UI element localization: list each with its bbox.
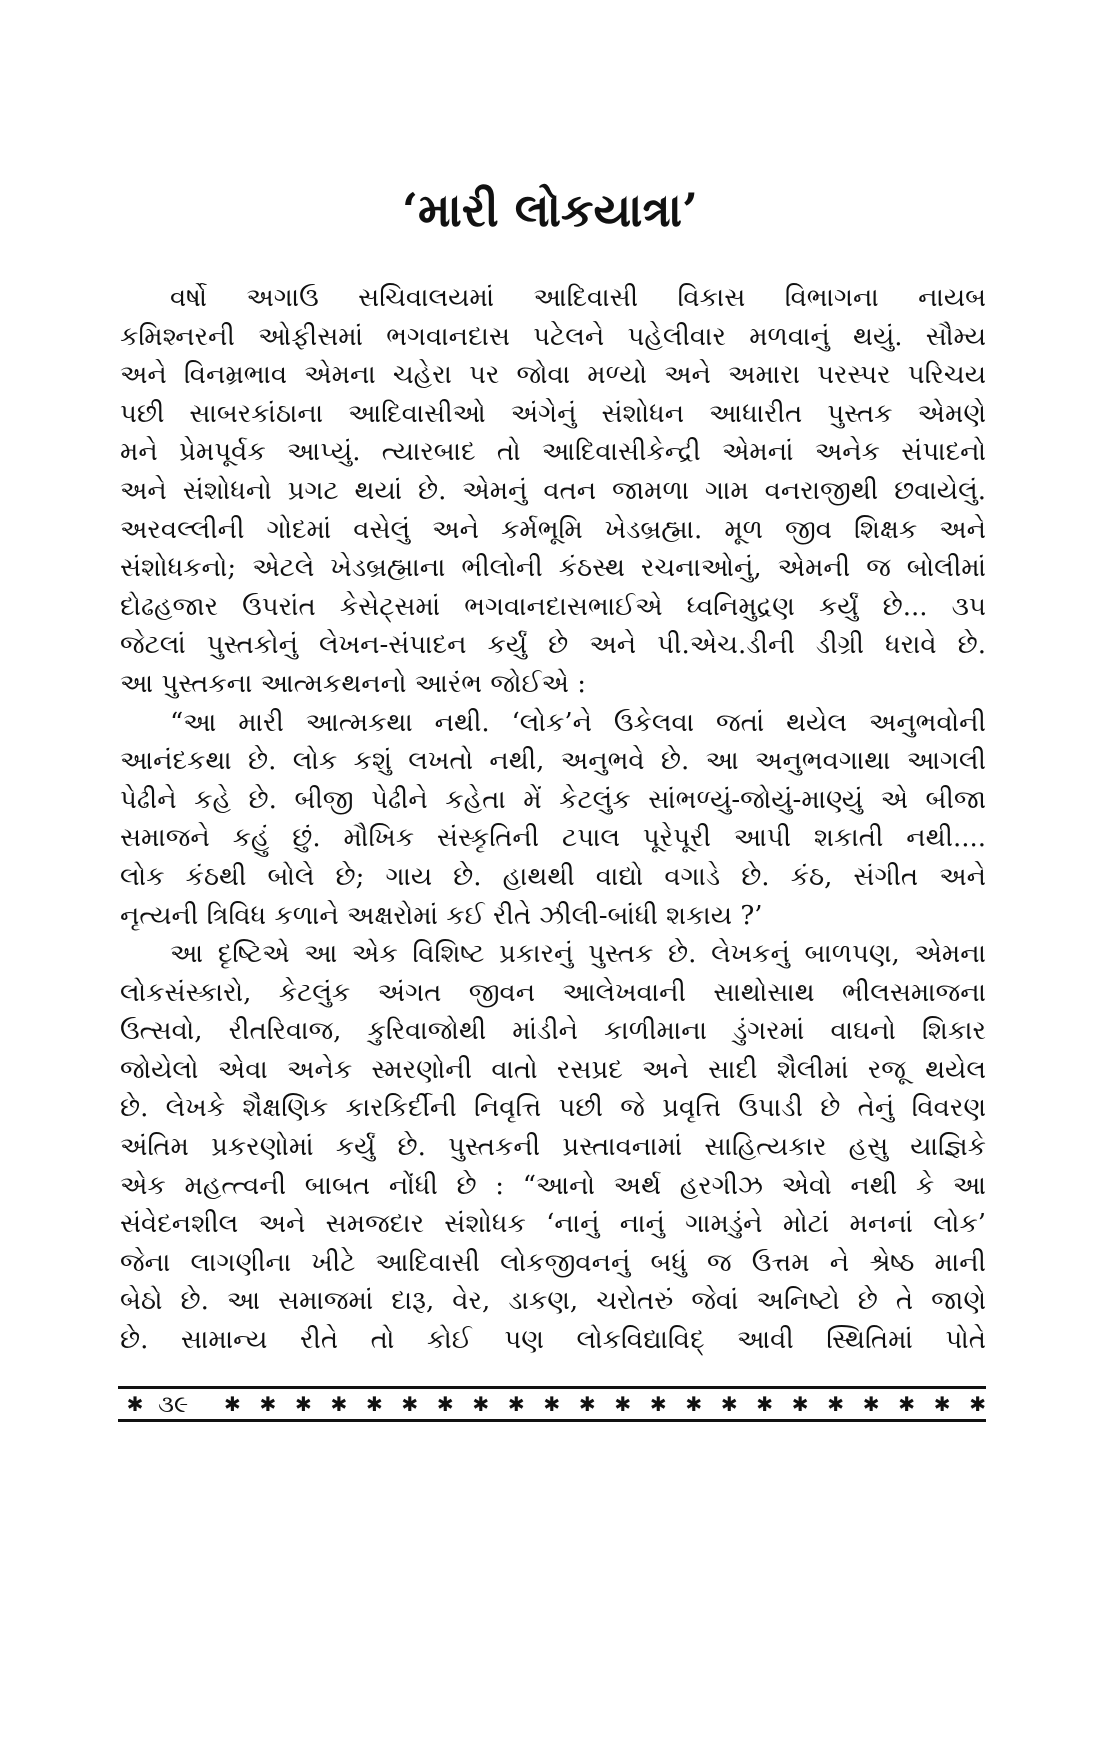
body-text [120,279,986,1360]
body-line: “આ મારી આત્મકથા નથી. ‘લોક’ને ઉકેલવા જતાં થયેલ અનુભવોની [170,707,986,738]
body-line: એક મહત્ત્વની બાબત નોંધી છે : “આનો અર્થ હરગીઝ એવો નથી કે આ [120,1170,986,1201]
body-line: પછી સાબરકાંઠાના આદિવાસીઓ અંગેનું સંશોધન આધારીત પુસ્તક એમણે [120,398,986,429]
body-line: સમાજને કહું છું. મૌખિક સંસ્કૃતિની ટપાલ પૂરેપૂરી આપી શકાતી નથી.... [120,823,986,854]
body-line: ઉત્સવો, રીતરિવાજ, કુરિવાજોથી માંડીને કાળીમાના ડુંગરમાં વાઘનો શિકાર [120,1016,986,1047]
body-line: આનંદકથા છે. લોક કશું લખતો નથી, અનુભવે છે. આ અનુભવગાથા આગલી [120,746,986,777]
body-line: અને સંશોધનો પ્રગટ થયાં છે. એમનું વતન જામળા ગામ વનરાજીથી છવાયેલું. [120,475,986,506]
body-line: સંવેદનશીલ અને સમજદાર સંશોધક ‘નાનું નાનું ગામડુંને મોટાં મનનાં લોક’ [120,1209,986,1240]
body-line: આ પુસ્તકના આત્મકથનનો આરંભ જોઈએ : [120,668,586,699]
paragraph [120,279,986,704]
body-line: પેઢીને કહે છે. બીજી પેઢીને કહેતા મેં કેટલુંક સાંભળ્યું-જોયું-માણ્યું એ બીજા [120,784,986,815]
body-line: જેના લાગણીના ખીટે આદિવાસી લોકજીવનનું બધું જ ઉત્તમ ને શ્રેષ્ઠ માની [120,1247,986,1278]
body-line: અંતિમ પ્રકરણોમાં કર્યું છે. પુસ્તકની પ્રસ્તાવનામાં સાહિત્યકાર હસુ યાજ્ઞિકે [120,1132,986,1163]
body-line: જોયેલો એવા અનેક સ્મરણોની વાતો રસપ્રદ અને સાદી શૈલીમાં રજૂ થયેલ [120,1054,986,1085]
page-title: ‘મારી લોકયાત્રા’ [402,183,698,237]
footer-ornament-row: ✱ ✱ ✱ ✱ ✱ ✱ ✱ ✱ ✱ ✱ ✱ ✱ ✱ ✱ ✱ ✱ ✱ ✱ ✱ ✱ ✱ ✱ [224,1392,986,1416]
body-line: કમિશ્નરની ઓફીસમાં ભગવાનદાસ પટેલને પહેલીવાર મળવાનું થયું. સૌમ્ય [120,321,986,352]
paragraph [120,704,986,936]
paragraph [120,935,986,1360]
page-number: ૩૯ [158,1390,189,1418]
body-line: સંશોધકનો; એટલે ખેડબ્રહ્માના ભીલોની કંઠસ્થ રચનાઓનું, એમની જ બોલીમાં [120,553,986,584]
body-line: છે. સામાન્ય રીતે તો કોઈ પણ લોકવિદ્યાવિદ્ આવી સ્થિતિમાં પોતે [120,1325,986,1356]
body-line: બેઠો છે. આ સમાજમાં દારૂ, વેર, ડાકણ, ચરોતરું જેવાં અનિષ્ટો છે તે જાણે [120,1286,986,1317]
body-line: દોઢહજાર ઉપરાંત કેસેટ્સમાં ભગવાનદાસભાઈએ ધ્વનિમુદ્રણ કર્યું છે... ૩૫ [120,591,986,622]
body-line: અને વિનમ્રભાવ એમના ચહેરા પર જોવા મળ્યો અને અમારા પરસ્પર પરિચય [120,360,986,391]
body-line: નૃત્યની ત્રિવિધ કળાને અક્ષરોમાં કઈ રીતે ઝીલી-બાંધી શકાય ?’ [120,900,763,931]
body-line: વર્ષો અગાઉ સચિવાલયમાં આદિવાસી વિકાસ વિભાગના નાયબ [170,283,986,313]
body-line: લોકસંસ્કારો, કેટલુંક અંગત જીવન આલેખવાની સાથોસાથ ભીલસમાજના [120,977,986,1008]
body-line: અરવલ્લીની ગોદમાં વસેલું અને કર્મભૂમિ ખેડબ્રહ્મા. મૂળ જીવ શિક્ષક અને [120,514,986,545]
body-line: મને પ્રેમપૂર્વક આપ્યું. ત્યારબાદ તો આદિવાસીકેન્દ્રી એમનાં અનેક સંપાદનો [120,437,986,468]
footer-ornament-star: ✱ [126,1392,144,1416]
body-line: આ દૃષ્ટિએ આ એક વિશિષ્ટ પ્રકારનું પુસ્તક છે. લેખકનું બાળપણ, એમના [170,939,986,970]
body-line: લોક કંઠથી બોલે છે; ગાય છે. હાથથી વાદ્યો વગાડે છે. કંઠ, સંગીત અને [120,861,986,892]
page-footer [118,1386,986,1422]
body-line: છે. લેખકે શૈક્ષણિક કારકિર્દીની નિવૃત્તિ પછી જે પ્રવૃત્તિ ઉપાડી છે તેનું વિવરણ [120,1093,986,1124]
body-line: જેટલાં પુસ્તકોનું લેખન-સંપાદન કર્યું છે અને પી.એચ.ડીની ડીગ્રી ધરાવે છે. [120,630,986,661]
